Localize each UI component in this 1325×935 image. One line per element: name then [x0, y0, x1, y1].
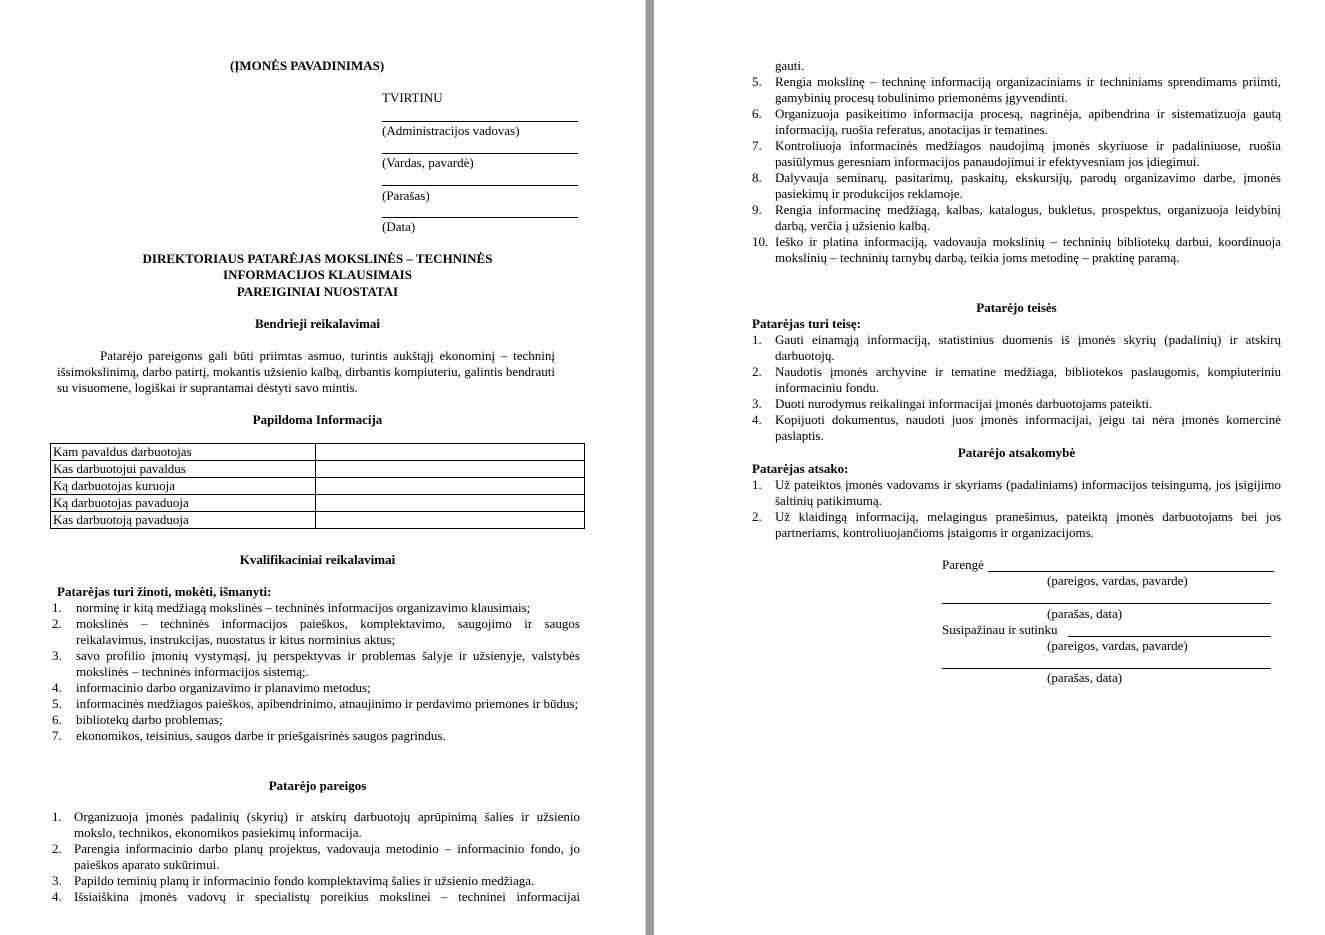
prepared-label: Parengė — [942, 557, 984, 572]
table-cell-label: Kam pavaldus darbuotojas — [51, 444, 316, 461]
list-item: 3. Papildo teminių planų ir informacinio fondo komplektavimą šalies ir užsienio medžiaga. — [52, 873, 580, 889]
list-item-text: Naudotis įmonės archyvine ir tematine medžiaga, bibliotekos paslaugomis, kompiuteriniu informaciniu fondu. — [775, 364, 1281, 395]
list-item — [752, 138, 1281, 170]
approve-title: TVIRTINU — [382, 90, 443, 105]
list-item: 1. norminę ir kitą medžiagą mokslinės – techninės informacijos organizavimo klausimais; — [52, 600, 580, 616]
title-line: INFORMACIJOS KLAUSIMAIS — [223, 267, 412, 282]
additional-heading: Papildoma Informacija — [252, 412, 383, 427]
table-cell-label: Ką darbuotojas kuruoja — [51, 478, 316, 495]
list-item: 2. mokslinės – techninės informacijos paieškos, komplektavimo, saugojimo ir saugos reikalavimus, instrukcijas, nuostatus ir kitus norminius aktus; — [52, 616, 580, 647]
list-item-text: Organizuoja įmonės padalinių (skyrių) ir atskirų darbuotojų aprūpinimą šalies ir užsienio mokslo, technikos, ekonomikos pasiekimų informacija. — [74, 809, 580, 840]
list-item-number: 6. — [752, 106, 762, 121]
signature-caption: (pareigos, vardas, pavarde) — [1047, 638, 1188, 653]
table-row — [51, 495, 585, 512]
signature-line — [988, 571, 1274, 572]
signature-caption: (parašas, data) — [1047, 670, 1123, 685]
approve-field: (Administracijos vadovas) — [382, 123, 520, 138]
list-item: 4. Išsiaiškina įmonės vadovų ir specialistų poreikius mokslinei – techninei informacijai — [52, 889, 580, 904]
table-cell-value[interactable] — [316, 444, 585, 461]
table-row — [51, 461, 585, 478]
table-row — [51, 444, 585, 461]
table-cell-value[interactable] — [316, 495, 585, 512]
qualification-subheading: Patarėjas turi žinoti, mokėti, išmanyti: — [57, 584, 272, 599]
list-item: 1. Už pateiktos įmonės vadovams ir skyriams (padaliniams) informacijos teisingumą, jos įsigijimo šaltinių patikimumą. — [752, 477, 1281, 508]
responsibility-heading: Patarėjo atsakomybė — [957, 445, 1076, 460]
list-item — [752, 106, 1281, 138]
list-item: 2. Parengia informacinio darbo planų projektus, vadovauja metodinio – informacinio fondo, jo paieškos aparato sukūrimui. — [52, 841, 580, 872]
list-item-number: 5. — [752, 74, 762, 89]
list-item: 1. Organizuoja įmonės padalinių (skyrių) ir atskirų darbuotojų aprūpinimą šalies ir užsienio mokslo, technikos, ekonomikos pasiekimų informacija. — [52, 809, 580, 840]
approve-line — [382, 153, 578, 154]
general-paragraph: Patarėjo pareigoms gali būti priimtas asmuo, turintis aukštąjį ekonominį – techninį išsimokslinimą, darbo patirtį, mokantis užsienio kalbą, dirbantis kompiuteriu, galintis bendrauti su visuomene, logiškai ir suprantamai dėstyti savo mintis. — [57, 348, 555, 395]
list-item — [752, 74, 1281, 106]
list-item: 6. bibliotekų darbo problemas; — [52, 712, 580, 728]
qualification-list — [52, 600, 580, 744]
duties-heading: Patarėjo pareigos — [268, 778, 367, 793]
general-heading: Bendrieji reikalavimai — [254, 316, 381, 331]
table-cell-label: Ką darbuotojas pavaduoja — [51, 495, 316, 512]
list-item-number: 8. — [752, 170, 762, 185]
list-item-text: informacinio darbo organizavimo ir planavimo metodus; — [76, 680, 371, 695]
table-cell-value[interactable] — [316, 478, 585, 495]
signature-line — [1068, 636, 1271, 637]
approve-field: (Parašas) — [382, 188, 430, 203]
list-item-text: Dalyvauja seminarų, pasitarimų, paskaitų, ekskursijų, parodų organizavimo darbe, įmonės pasiekimų ir produkcijos reklamoje. — [775, 170, 1281, 201]
duties-list — [52, 809, 580, 905]
list-item: 2. Naudotis įmonės archyvine ir tematine medžiaga, bibliotekos paslaugomis, kompiuteriniu informaciniu fondu. — [752, 364, 1281, 395]
acknowledged-label: Susipažinau ir sutinku — [942, 622, 1058, 637]
list-item: 2. Už klaidingą informaciją, melagingus pranešimus, pateiktą įmonės darbuotojams bei jos partneriams, kontroliuojančioms įstaigoms ir organizacijoms. — [752, 509, 1281, 540]
rights-list — [752, 332, 1281, 444]
page-divider — [646, 0, 654, 935]
title-line: PAREIGINIAI NUOSTATAI — [236, 284, 399, 299]
list-item-text: Už klaidingą informaciją, melagingus pranešimus, pateiktą įmonės darbuotojams bei jos partneriams, kontroliuojančioms įstaigoms ir organizacijoms. — [775, 509, 1281, 540]
list-item-text: Kontroliuoja informacinės medžiagos naudojimą įmonės skyriuose ir padaliniuose, ruošia pasiūlymus geresniam informacijos panaudojimui ir efektyvesniam jos įdiegimui. — [775, 138, 1281, 169]
table-cell-label: Kas darbuotojui pavaldus — [51, 461, 316, 478]
qualification-heading: Kvalifikaciniai reikalavimai — [239, 552, 396, 567]
list-item-text: Parengia informacinio darbo planų projektus, vadovauja metodinio – informacinio fondo, jo paieškos aparato sukūrimui. — [74, 841, 580, 872]
company-name: (ĮMONĖS PAVADINIMAS) — [230, 58, 385, 73]
list-item: 4. Kopijuoti dokumentus, naudoti juos įmonės informacijai, jeigu tai nėra įmonės komercinė paslaptis. — [752, 412, 1281, 443]
list-item: 7. ekonomikos, teisinius, saugos darbe ir priešgaisrinės saugos pagrindus. — [52, 728, 580, 744]
list-item-text: Duoti nurodymus reikalingai informacijai įmonės darbuotojams pateikti. — [775, 396, 1153, 411]
list-item-text: Išsiaiškina įmonės vadovų ir specialistų poreikius mokslinei – techninei informacijai — [74, 889, 580, 904]
signature-line — [942, 603, 1271, 604]
list-item-text: Rengia informacinę medžiagą, kalbas, katalogus, bukletus, prospektus, organizuoja leidybinį darbą, verčia į užsienio kalbą. — [775, 202, 1281, 233]
list-item-text: informacinės medžiagos paieškos, apibendrinimo, atnaujinimo ir perdavimo priemones ir būdus; — [76, 696, 579, 711]
list-item-text: mokslinės – techninės informacijos paieškos, komplektavimo, saugojimo ir saugos reikalavimus, instrukcijas, nuostatus ir kitus norminius aktus; — [76, 616, 580, 647]
approve-line — [382, 121, 578, 122]
list-item-text: Ieško ir platina informaciją, vadovauja mokslinių – techninių bibliotekų darbui, koordinuoja mokslinių – techninių tarnybų darbą, teikia joms metodinę – praktinę paramą. — [775, 234, 1281, 265]
approve-line — [382, 185, 578, 186]
list-item-number: 7. — [752, 138, 762, 153]
responsibility-subheading: Patarėjas atsako: — [752, 461, 849, 476]
title-line: DIREKTORIAUS PATARĖJAS MOKSLINĖS – TECHNINĖS — [142, 251, 493, 266]
rights-subheading: Patarėjas turi teisę: — [752, 316, 862, 331]
list-item: 3. savo profilio įmonių vystymąsį, jų perspektyvas ir problemas šalyje ir užsienyje, valstybės mokslinės – techninės informacijos sistemą;. — [52, 648, 580, 679]
list-item: 1. Gauti einamąją informaciją, statistinius duomenis iš įmonės skyrių (padalinių) ir atskirų darbuotojų. — [752, 332, 1281, 363]
additional-info-table — [50, 443, 585, 529]
list-item-continuation — [752, 58, 1281, 74]
approve-field: (Vardas, pavardė) — [382, 155, 474, 170]
list-item-text: bibliotekų darbo problemas; — [76, 712, 223, 727]
list-item-text: Organizuoja pasikeitimo informacija procesą, nagrinėja, apibendrina ir sistematizuoja gautą informaciją, ruošia referatus, anotacijas ir tematines. — [775, 106, 1281, 137]
list-item-text: Papildo teminių planų ir informacinio fondo komplektavimą šalies ir užsienio medžiaga. — [74, 873, 535, 888]
approve-line — [382, 217, 578, 218]
list-item-text: Gauti einamąją informaciją, statistinius duomenis iš įmonės skyrių (padalinių) ir atskirų darbuotojų. — [775, 332, 1281, 363]
table-row — [51, 512, 585, 529]
list-item-text: Kopijuoti dokumentus, naudoti juos įmonės informacijai, jeigu tai nėra įmonės komercinė paslaptis. — [775, 412, 1281, 443]
signature-line — [942, 668, 1271, 669]
table-cell-value[interactable] — [316, 512, 585, 529]
signature-caption: (parašas, data) — [1047, 606, 1123, 621]
list-item-text: Už pateiktos įmonės vadovams ir skyriams (padaliniams) informacijos teisingumą, jos įsigijimo šaltinių patikimumą. — [775, 477, 1281, 508]
rights-heading: Patarėjo teisės — [976, 300, 1057, 315]
list-item-text: norminę ir kitą medžiagą mokslinės – techninės informacijos organizavimo klausimais; — [76, 600, 531, 615]
responsibility-list — [752, 477, 1281, 541]
duties-continued-list — [752, 58, 1281, 266]
table-row — [51, 478, 585, 495]
list-item-text: ekonomikos, teisinius, saugos darbe ir priešgaisrinės saugos pagrindus. — [76, 728, 446, 743]
list-item-text: savo profilio įmonių vystymąsį, jų perspektyvas ir problemas šalyje ir užsienyje, valstybės mokslinės – techninės informacijos sistemą;. — [76, 648, 580, 679]
signature-caption: (pareigos, vardas, pavarde) — [1047, 573, 1188, 588]
list-item-number: 9. — [752, 202, 762, 217]
list-item: 4. informacinio darbo organizavimo ir planavimo metodus; — [52, 680, 580, 696]
list-item — [752, 202, 1281, 234]
approve-field: (Data) — [382, 219, 416, 234]
table-cell-label: Kas darbuotoją pavaduoja — [51, 512, 316, 529]
list-item-text: gauti. — [775, 58, 805, 73]
list-item: 3. Duoti nurodymus reikalingai informacijai įmonės darbuotojams pateikti. — [752, 396, 1281, 412]
list-item — [752, 234, 1281, 266]
list-item — [752, 170, 1281, 202]
list-item-number: 10. — [752, 234, 769, 249]
list-item: 5. informacinės medžiagos paieškos, apibendrinimo, atnaujinimo ir perdavimo priemones ir būdus; — [52, 696, 579, 711]
table-cell-value[interactable] — [316, 461, 585, 478]
list-item-text: Rengia mokslinę – techninę informaciją organizaciniams ir techniniams sprendimams priimti, gamybinių procesų tobulinimo priemonėms įgyvendinti. — [775, 74, 1281, 105]
